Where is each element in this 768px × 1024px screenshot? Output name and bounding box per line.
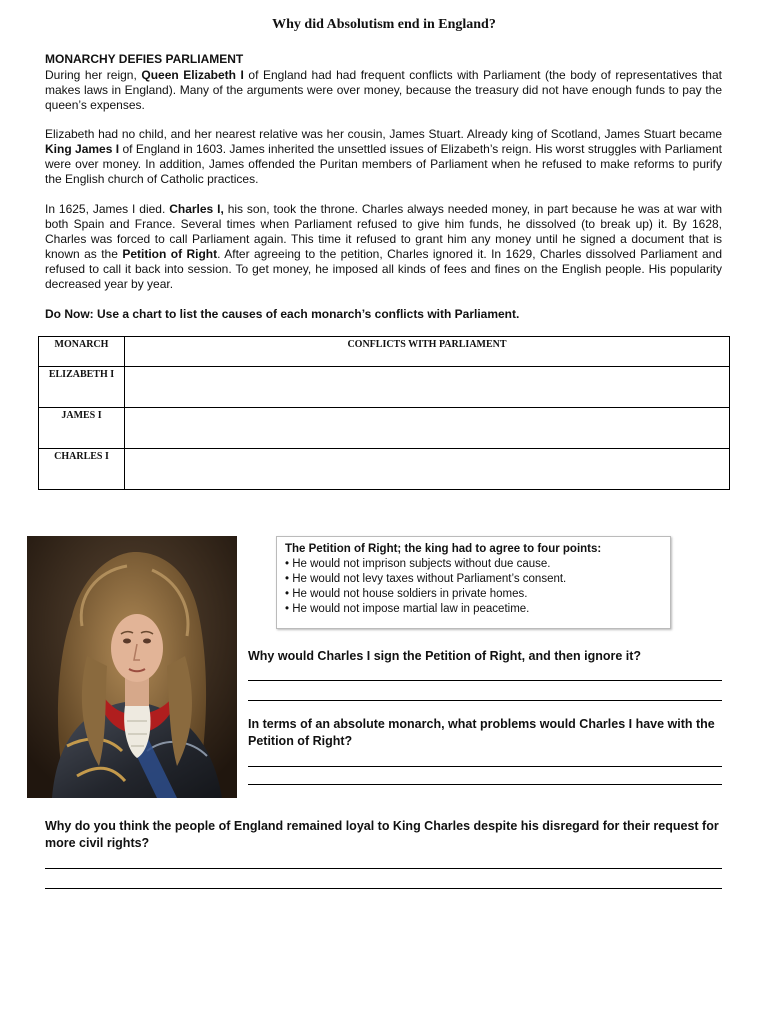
petition-title: The Petition of Right; the king had to agree to four points:: [285, 543, 602, 555]
emphasized-term: King James I: [45, 142, 120, 156]
do-now-instruction: Do Now: Use a chart to list the causes of each monarch’s conflicts with Parliament.: [45, 307, 520, 321]
petition-point: • He would not imprison subjects without due cause.: [285, 557, 662, 572]
chart-monarch-cell: CHARLES I: [39, 449, 125, 490]
answer-line-q1[interactable]: [248, 680, 722, 681]
emphasized-term: Queen Elizabeth I: [141, 68, 244, 82]
petition-points-list: [285, 557, 662, 617]
chart-row-james: [39, 408, 730, 449]
answer-line-q2[interactable]: [248, 766, 722, 767]
chart-monarch-cell: ELIZABETH I: [39, 367, 125, 408]
chart-row-elizabeth: [39, 367, 730, 408]
petition-point: • He would not levy taxes without Parliament’s consent.: [285, 572, 662, 587]
page-title: Why did Absolutism end in England?: [272, 17, 496, 32]
section-heading: MONARCHY DEFIES PARLIAMENT: [45, 52, 244, 66]
chart-header-monarch: MONARCH: [39, 337, 125, 367]
petition-point: • He would not house soldiers in private homes.: [285, 587, 662, 602]
answer-line-q3[interactable]: [45, 868, 722, 869]
petition-point: • He would not impose martial law in peacetime.: [285, 602, 662, 617]
chart-row-charles: [39, 449, 730, 490]
petition-of-right-box: [276, 536, 671, 629]
answer-line-q3[interactable]: [45, 888, 722, 889]
emphasized-term: Petition of Right: [122, 247, 218, 261]
answer-line-q2[interactable]: [248, 784, 722, 785]
paragraph-charles: In 1625, James I died. Charles I, his son, took the throne. Charles always needed money, in part because he was at war with both Spain and France. Several times when Parliament refused to give him funds, he dissolved (to break up) it. By 1628, Charles was forced to call Parliament again. This time it refused to grant him any money until he signed a document that is known as the Petition of Right. After agreeing to the petition, Charles ignored it. In 1629, Charles dissolved Parliament and refused to call it back into session. To get money, he imposed all kinds of fees and fines on the English people. His popularity decreased year by year.: [45, 202, 723, 291]
portrait-illustration: [27, 536, 237, 798]
monarch-conflicts-chart: [38, 336, 730, 490]
chart-header-row: [39, 337, 730, 367]
chart-conflicts-answer-cell[interactable]: [125, 408, 730, 449]
question-2: In terms of an absolute monarch, what problems would Charles I have with the Petition of Right?: [248, 717, 715, 748]
question-3: Why do you think the people of England remained loyal to King Charles despite his disregard for their request for more civil rights?: [45, 819, 719, 850]
chart-conflicts-answer-cell[interactable]: [125, 449, 730, 490]
chart-monarch-cell: JAMES I: [39, 408, 125, 449]
answer-line-q1[interactable]: [248, 700, 722, 701]
chart-conflicts-answer-cell[interactable]: [125, 367, 730, 408]
question-1: Why would Charles I sign the Petition of Right, and then ignore it?: [248, 649, 642, 663]
paragraph-james: Elizabeth had no child, and her nearest relative was her cousin, James Stuart. Already king of Scotland, James Stuart became King James I of England in 1603. James inherited the unsettled issues of Elizabeth’s reign. His worst struggles with Parliament were over money. In addition, James offended the Puritan members of Parliament when he refused to make reforms to purify the English church of Catholic practices.: [45, 127, 722, 186]
paragraph-elizabeth: During her reign, Queen Elizabeth I of England had had frequent conflicts with Parliament (the body of representatives that makes laws in England). Many of the arguments were over money, because the treasury did not have enough funds to pay the queen’s expenses.: [45, 68, 722, 112]
chart-header-conflicts: CONFLICTS WITH PARLIAMENT: [125, 337, 730, 367]
emphasized-term: Charles I,: [169, 202, 224, 216]
charles-portrait-image: [27, 536, 237, 798]
